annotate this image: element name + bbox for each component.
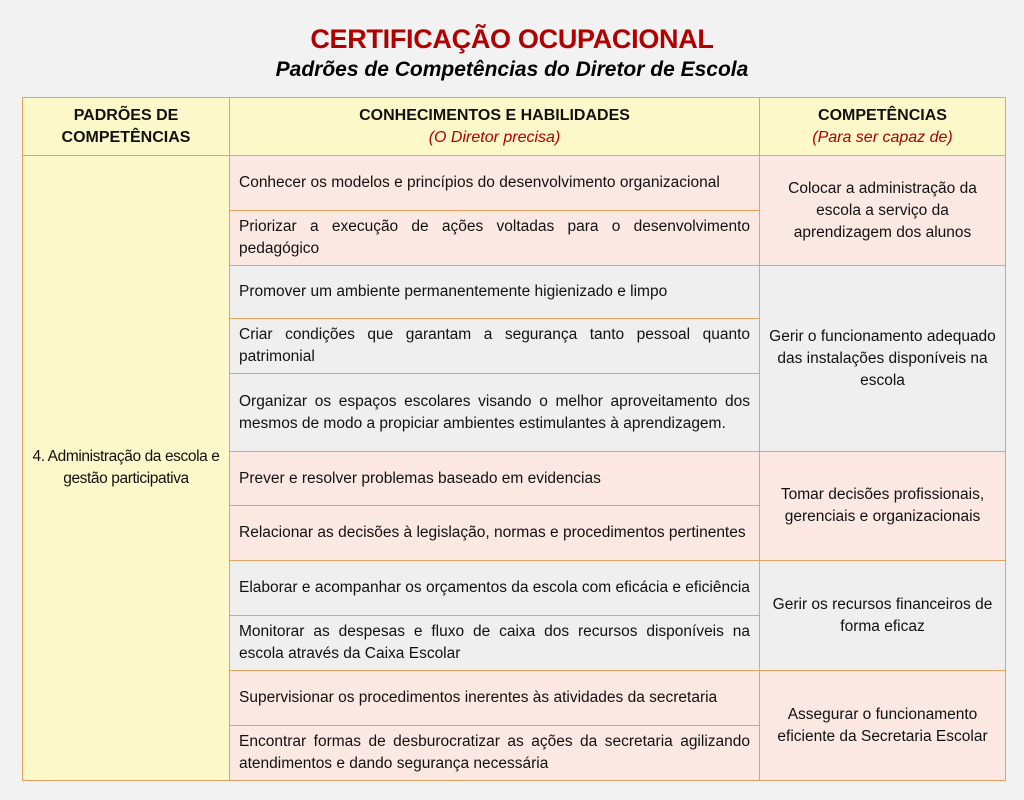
knowledge-cell: Conhecer os modelos e princípios do desenvolvimento organizacional <box>230 156 760 211</box>
header-knowledge-label: CONHECIMENTOS E HABILIDADES <box>359 106 630 124</box>
knowledge-cell: Relacionar as decisões à legislação, normas e procedimentos pertinentes <box>230 506 760 561</box>
knowledge-cell: Prever e resolver problemas baseado em evidencias <box>230 452 760 506</box>
knowledge-cell: Supervisionar os procedimentos inerentes às atividades da secretaria <box>230 671 760 726</box>
header-standards <box>23 98 230 156</box>
table-row <box>23 156 1006 211</box>
page-title: CERTIFICAÇÃO OCUPACIONAL <box>310 24 714 54</box>
standard-cell <box>23 156 230 781</box>
title-block <box>0 22 1024 84</box>
knowledge-cell: Criar condições que garantam a segurança tanto pessoal quanto patrimonial <box>230 319 760 374</box>
competency-cell: Colocar a administração da escola a serviço da aprendizagem dos alunos <box>760 156 1006 266</box>
competency-cell: Gerir os recursos financeiros de forma eficaz <box>760 561 1006 671</box>
competency-cell: Assegurar o funcionamento eficiente da Secretaria Escolar <box>760 671 1006 781</box>
header-competencies-hint: (Para ser capaz de) <box>812 128 953 146</box>
knowledge-cell: Encontrar formas de desburocratizar as ações da secretaria agilizando atendimentos e dando segurança necessária <box>230 726 760 781</box>
header-competencies-label: COMPETÊNCIAS <box>818 106 947 124</box>
competency-cell: Tomar decisões profissionais, gerenciais e organizacionais <box>760 452 1006 561</box>
header-row <box>23 98 1006 156</box>
competency-cell: Gerir o funcionamento adequado das instalações disponíveis na escola <box>760 266 1006 452</box>
header-standards-label: PADRÕES DE COMPETÊNCIAS <box>61 106 191 146</box>
header-competencies <box>760 98 1006 156</box>
knowledge-cell: Organizar os espaços escolares visando o melhor aproveitamento dos mesmos de modo a propiciar ambientes estimulantes à aprendizagem. <box>230 374 760 452</box>
competency-table <box>22 97 1006 781</box>
knowledge-cell: Monitorar as despesas e fluxo de caixa dos recursos disponíveis na escola através da Caixa Escolar <box>230 616 760 671</box>
knowledge-cell: Elaborar e acompanhar os orçamentos da escola com eficácia e eficiência <box>230 561 760 616</box>
standard-label: 4. Administração da escola e gestão participativa <box>32 448 220 487</box>
header-knowledge <box>230 98 760 156</box>
knowledge-cell: Promover um ambiente permanentemente higienizado e limpo <box>230 266 760 319</box>
header-knowledge-hint: (O Diretor precisa) <box>428 128 561 146</box>
knowledge-cell: Priorizar a execução de ações voltadas para o desenvolvimento pedagógico <box>230 211 760 266</box>
page-subtitle: Padrões de Competências do Diretor de Escola <box>275 58 749 81</box>
